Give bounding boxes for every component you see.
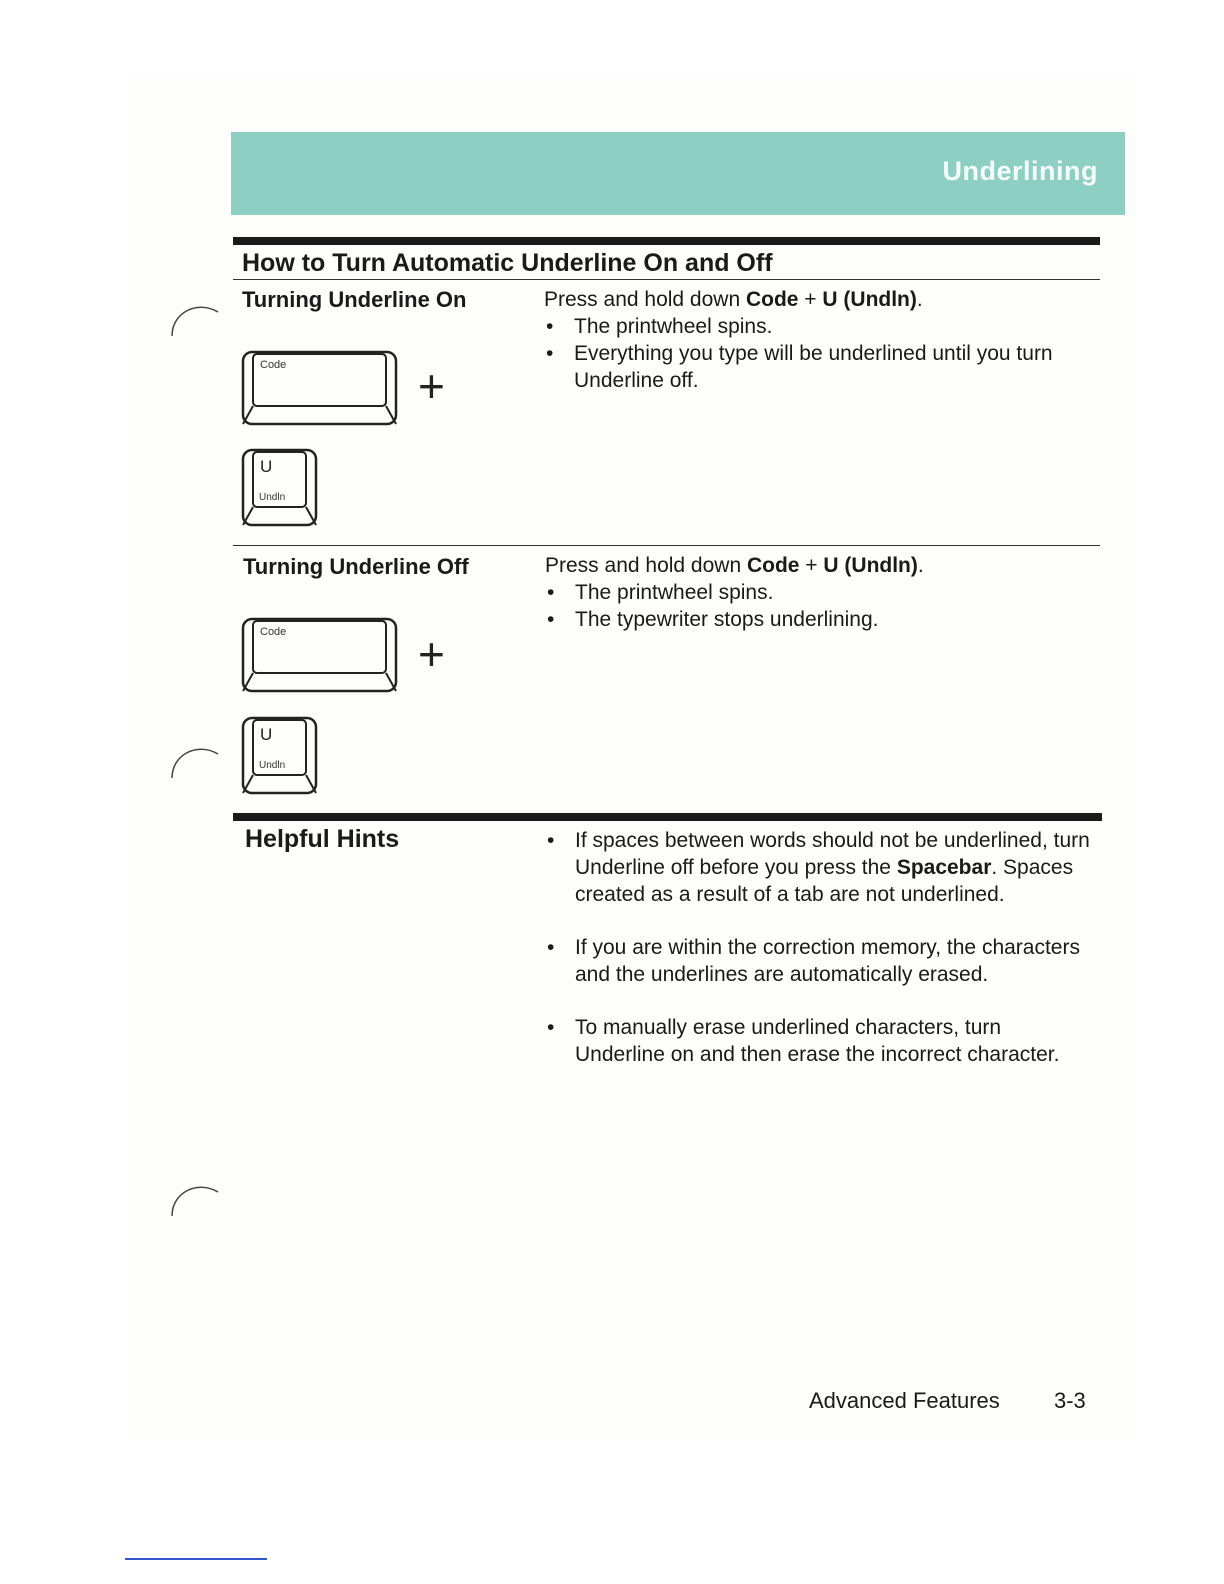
list-item: • If spaces between words should not be underlined, turn Underline off before you press the Spacebar. Spaces created as a result of a tab are not underlined.: [545, 827, 1090, 908]
code-key-icon: [241, 350, 399, 428]
binder-hole-mark: [168, 1178, 222, 1218]
list-item: • The typewriter stops underlining.: [545, 606, 1105, 633]
code-key-label: Code: [260, 359, 287, 371]
turning-off-intro: Press and hold down Code + U (Undln).: [545, 554, 924, 577]
heading-rule: [233, 237, 1100, 245]
plus-sign: +: [418, 360, 445, 412]
binder-hole-mark: [168, 298, 222, 338]
undln-key-label: Undln: [259, 492, 286, 503]
list-item: • If you are within the correction memory, the characters and the underlines are automatically erased.: [545, 934, 1090, 988]
u-key-label: U: [260, 725, 273, 744]
list-item: • Everything you type will be underlined until you turn Underline off.: [544, 340, 1079, 394]
hints-rule: [233, 813, 1102, 821]
banner-title: Underlining: [942, 156, 1098, 186]
turning-on-instructions: [544, 286, 1104, 394]
section-banner: [231, 132, 1125, 215]
u-undln-key-icon: [241, 716, 319, 796]
binder-hole-mark: [168, 740, 222, 780]
footer-section: Advanced Features: [809, 1388, 1000, 1413]
list-item: • The printwheel spins.: [544, 313, 1079, 340]
undln-key-label: Undln: [259, 760, 286, 771]
list-item: • To manually erase underlined characters, turn Underline on and then erase the incorrect character.: [545, 1014, 1090, 1068]
list-item: • The printwheel spins.: [545, 579, 1105, 606]
heading-underline: [233, 279, 1100, 280]
page-number: 3-3: [1054, 1388, 1086, 1413]
section-heading: How to Turn Automatic Underline On and Off: [242, 249, 773, 277]
turning-on-title: Turning Underline On: [242, 287, 467, 312]
u-undln-key-icon: [241, 448, 319, 528]
turning-off-instructions: [545, 552, 1105, 633]
bottom-edge-line: [125, 1558, 267, 1560]
hints-heading: Helpful Hints: [245, 825, 400, 853]
plus-sign: +: [418, 628, 445, 680]
hints-list: [545, 827, 1090, 1094]
turning-off-title: Turning Underline Off: [243, 554, 469, 579]
u-key-label: U: [260, 457, 273, 476]
divider: [233, 545, 1100, 546]
code-key-label: Code: [260, 626, 287, 638]
code-key-icon: [241, 617, 399, 695]
turning-on-intro: Press and hold down Code + U (Undln).: [544, 288, 923, 311]
